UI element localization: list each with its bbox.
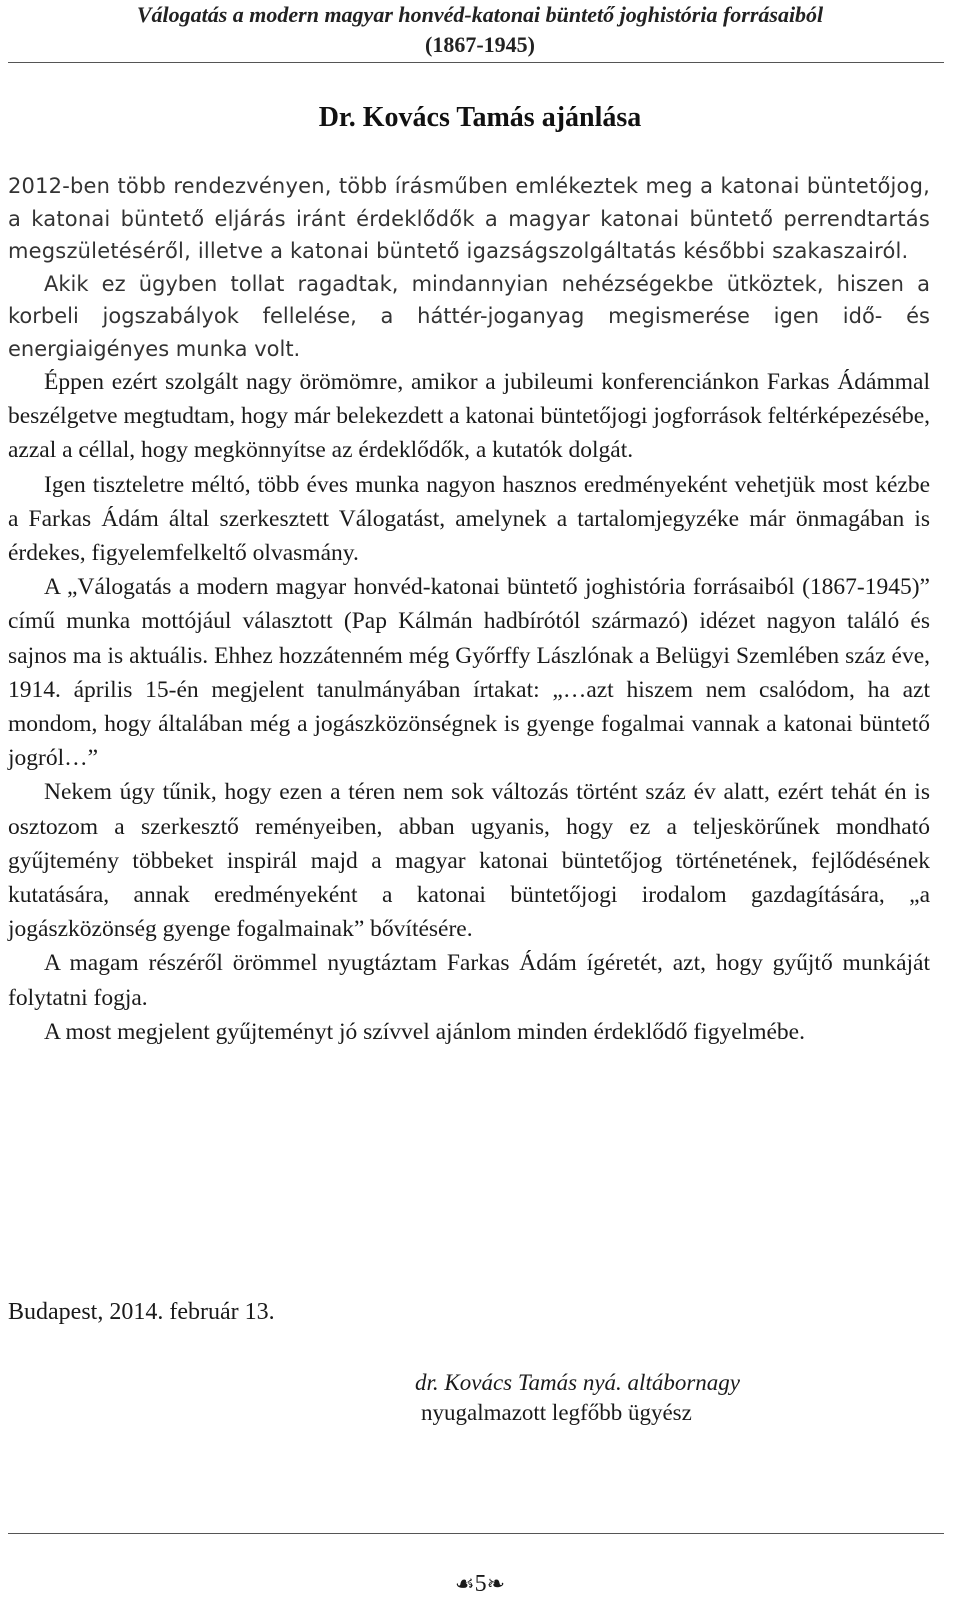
signature-role: nyugalmazott legfőbb ügyész — [421, 1400, 692, 1425]
footer-divider — [8, 1533, 944, 1534]
paragraph-2: Akik ez ügyben tollat ragadtak, mindannyian nehézségekbe ütköztek, hiszen a korbeli jogszabályok fellelése, a háttér-joganyag megismerése igen idő- és energiaigényes munka volt. — [8, 271, 930, 361]
page-title: Dr. Kovács Tamás ajánlása — [318, 102, 642, 133]
signature-name: dr. Kovács Tamás nyá. altábornagy — [415, 1370, 740, 1395]
paragraph-5: A „Válogatás a modern magyar honvéd-katonai büntető joghistória forrásaiból (1867-1945)” című munka mottójául választott (Pap Kálmán hadbírótól származó) idézet nagyon találó és sajnos ma is aktuális. Ehhez hozzátenném még Győrffy Lászlónak a Belügyi Szemlében száz éve, 1914. április 15-én megjelent tanulmányában írtakat: „…azt hiszem nem csalódom, ha azt mondom, hogy általában még a jogászközönségnek is gyenge fogalmai vannak a katonai büntető jogról…” — [8, 574, 930, 772]
signature-block — [415, 1368, 835, 1428]
ornament-left-icon: ☙ — [454, 1572, 475, 1598]
ornament-right-icon: ❧ — [486, 1572, 506, 1598]
paragraph-3: Éppen ezért szolgált nagy örömömre, amikor a jubileumi konferenciánkon Farkas Ádámmal beszélgetve megtudtam, hogy már belekezdett a katonai büntetőjogi jogforrások feltérképezésébe, azzal a céllal, hogy megkönnyítse az érdeklődők, a kutatók dolgát. — [8, 369, 931, 464]
header-divider — [8, 62, 944, 63]
dateline: Budapest, 2014. február 13. — [8, 1299, 275, 1325]
page-number-value: 5 — [474, 1571, 487, 1597]
running-header-years: (1867-1945) — [425, 32, 535, 57]
paragraph-4: Igen tiszteletre méltó, több éves munka nagyon hasznos eredményeként vehetjük most kézbe a Farkas Ádám által szerkesztett Válogatást, amelynek a tartalomjegyzéke már önmagában is érdekes, figyelemfelkeltő olvasmány. — [8, 471, 930, 567]
paragraph-7: A magam részéről örömmel nyugtáztam Farkas Ádám ígéretét, azt, hogy gyűjtő munkáját folytatni fogja. — [8, 950, 930, 1011]
running-header-title: Válogatás a modern magyar honvéd-katonai büntető joghistória forrásaiból — [136, 2, 824, 27]
page-number — [0, 1568, 960, 1601]
paragraph-8: A most megjelent gyűjteményt jó szívvel ajánlom minden érdeklődő figyelmébe. — [44, 1018, 805, 1045]
paragraph-1: 2012-ben több rendezvényen, több írásműben emlékeztek meg a katonai büntetőjog, a katonai büntető eljárás iránt érdeklődők a magyar katonai büntető perrendtartás megszületéséről, illetve a katonai büntető igazságszolgáltatás későbbi szakaszairól. — [8, 174, 930, 263]
paragraph-6: Nekem úgy tűnik, hogy ezen a téren nem sok változás történt száz év alatt, ezért tehát én is osztozom a szerkesztő reményeiben, abban ugyanis, hogy ez a teljeskörűnek mondható gyűjtemény többeket inspirál majd a magyar katonai büntetőjog történetének, fejlődésének kutatására, annak eredményeként a katonai büntetőjogi irodalom gazdagítására, „a jogászközönség gyenge fogalmainak” bővítésére. — [8, 779, 930, 943]
running-header — [0, 0, 960, 60]
article-body — [8, 170, 930, 1049]
